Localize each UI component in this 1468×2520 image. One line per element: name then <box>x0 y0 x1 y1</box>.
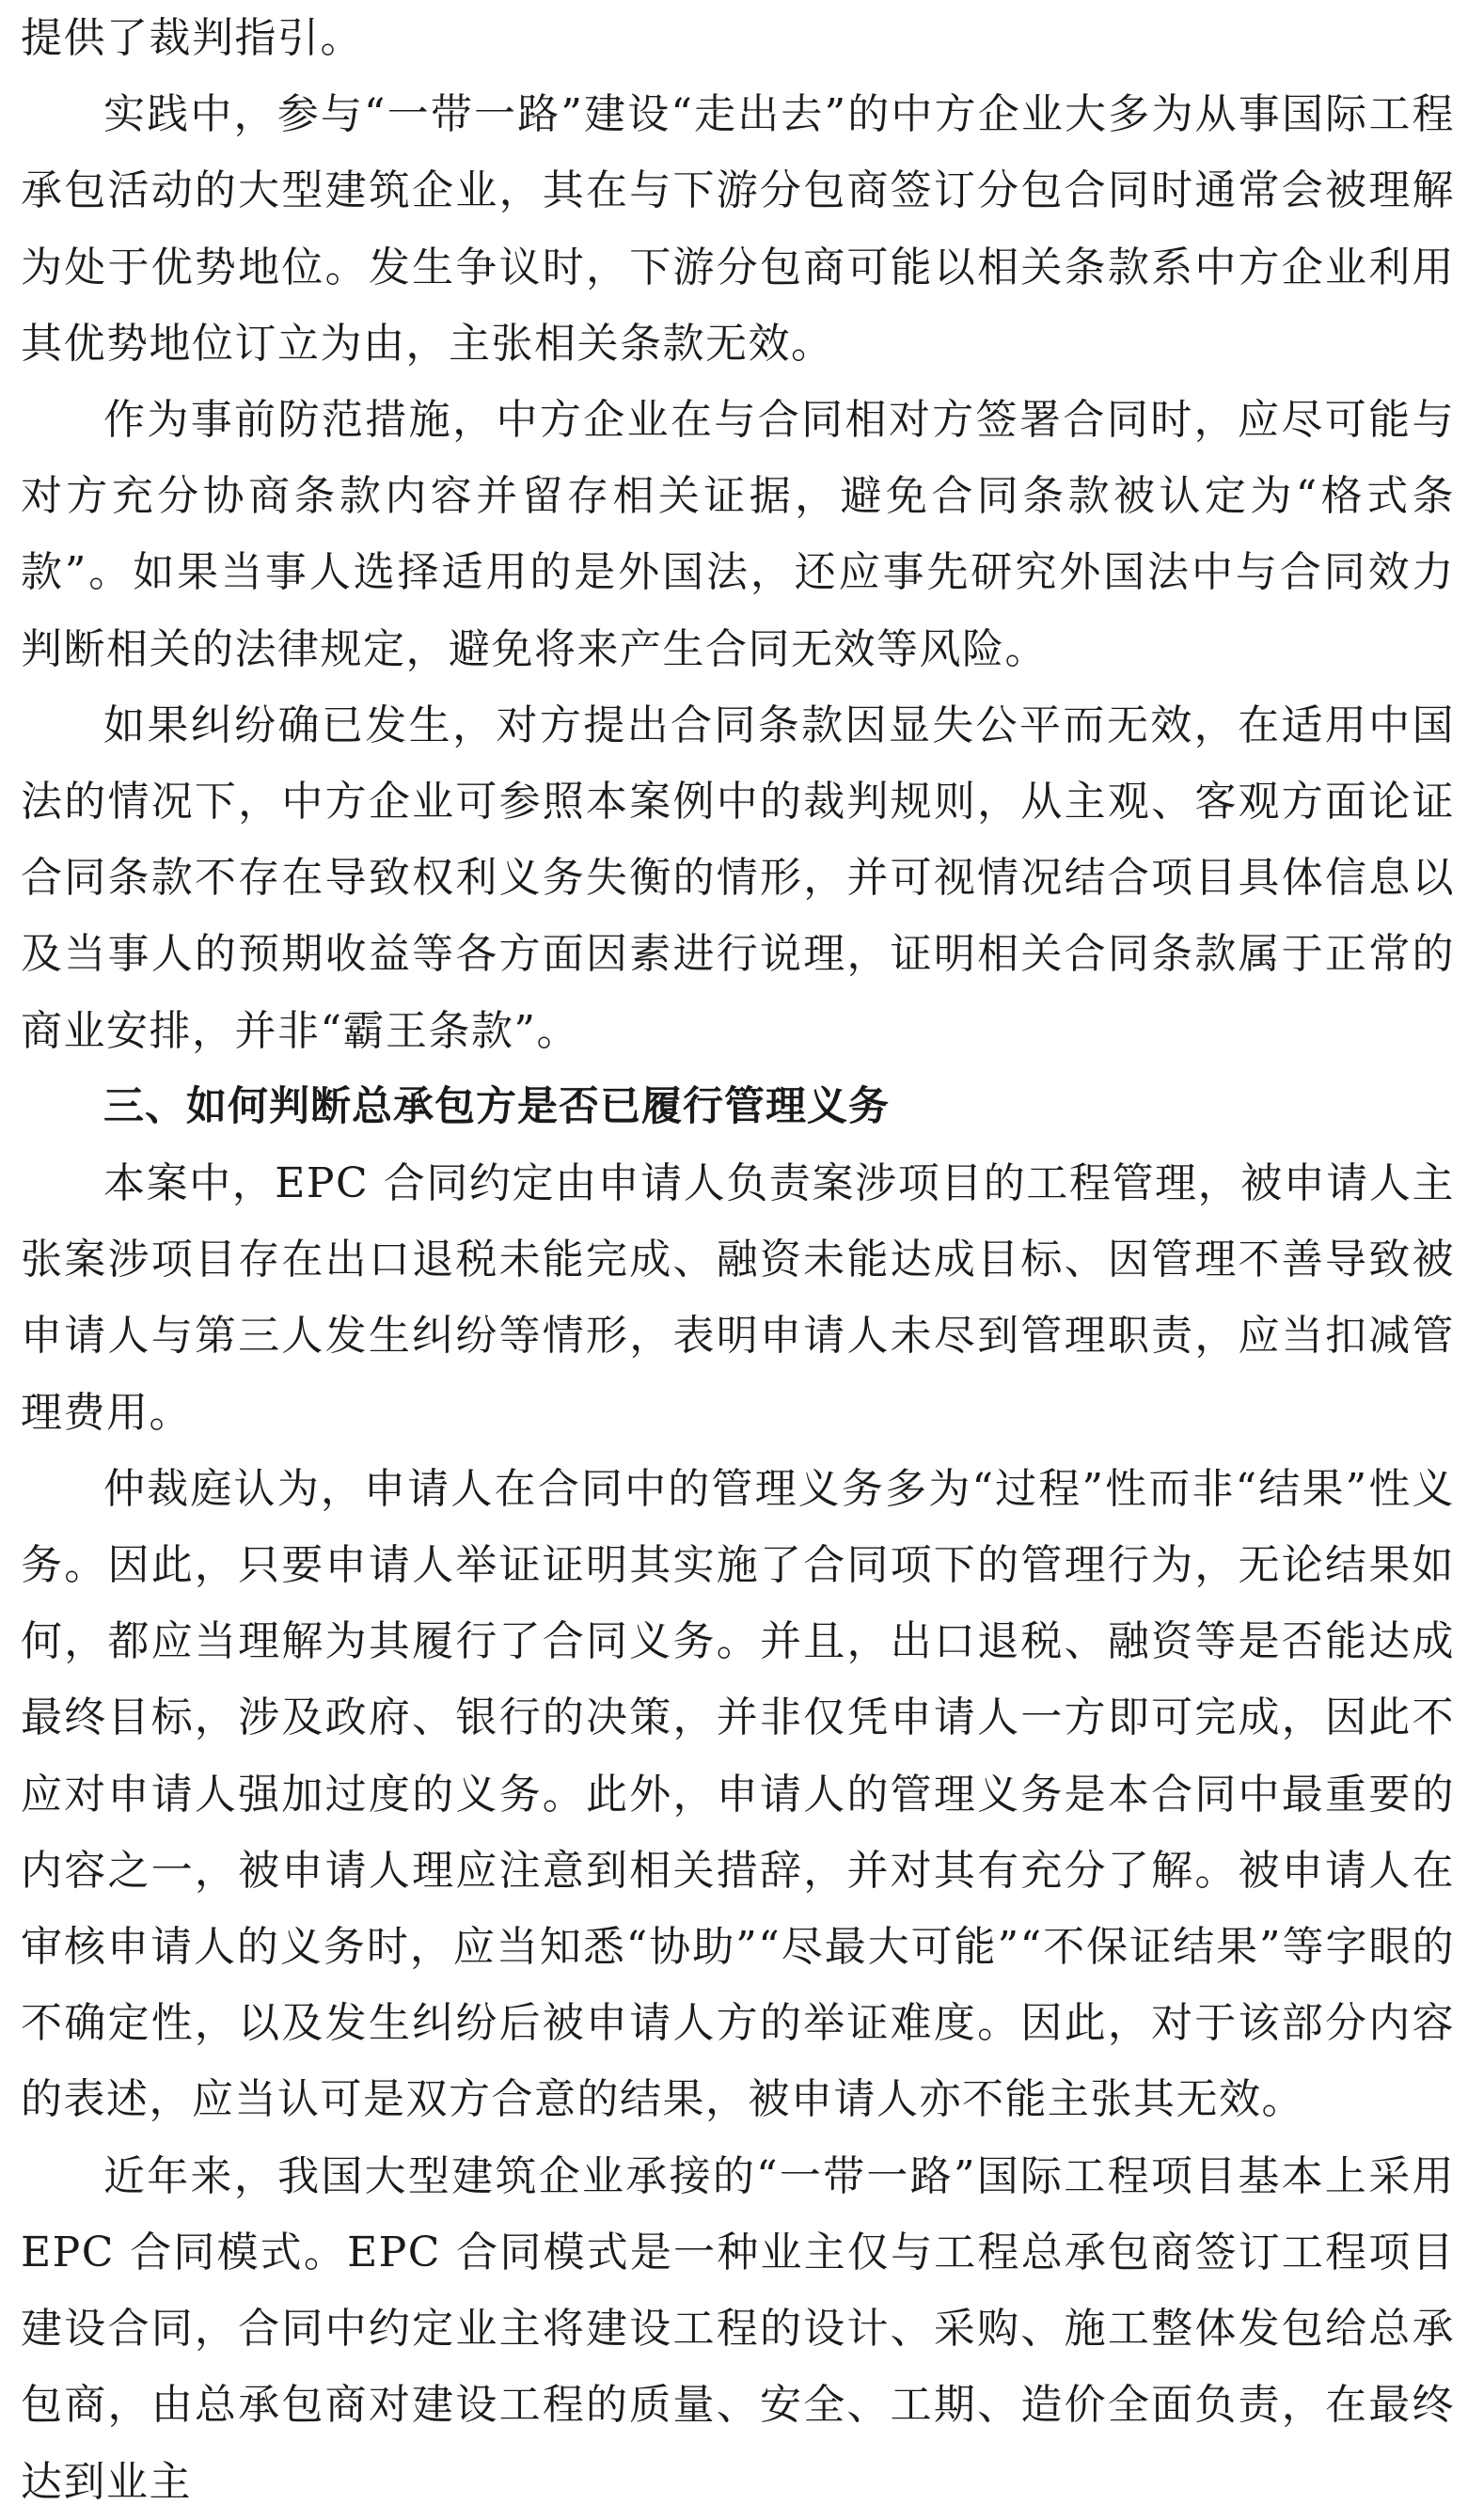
paragraph-continuation: 提供了裁判指引。 <box>21 14 363 62</box>
paragraph-dispute: 如果纠纷确已发生，对方提出合同条款因显失公平而无效，在适用中国法的情况下，中方企业可参照本案例中的裁判规则，从主观、客观方面论证合同条款不存在导致权利义务失衡的情形，并可视情况结合项目具体信息以及当事人的预期收益等各方面因素进行说理，证明相关合同条款属于正常的商业安排，并非“霸王条款”。 <box>21 701 1455 1055</box>
paragraph-practice: 实践中，参与“一带一路”建设“走出去”的中方企业大多为从事国际工程承包活动的大型建筑企业，其在与下游分包商签订分包合同时通常会被理解为处于优势地位。发生争议时，下游分包商可能以相关条款系中方企业利用其优势地位订立为由，主张相关条款无效。 <box>21 90 1455 368</box>
paragraph-case: 本案中，EPC 合同约定由申请人负责案涉项目的工程管理，被申请人主张案涉项目存在出口退税未能完成、融资未能达成目标、因管理不善导致被申请人与第三人发生纠纷等情形，表明申请人未尽到管理职责，应当扣减管理费用。 <box>21 1159 1455 1437</box>
section-heading: 三、如何判断总承包方是否已履行管理义务 <box>103 1082 890 1130</box>
paragraph-epc: 近年来，我国大型建筑企业承接的“一带一路”国际工程项目基本上采用EPC 合同模式。EPC 合同模式是一种业主仅与工程总承包商签订工程项目建设合同，合同中约定业主将建设工程的设计、采购、施工整体发包给总承包商，由总承包商对建设工程的质量、安全、工期、造价全面负责，在最终达到业主 <box>21 2151 1455 2506</box>
document-page <box>21 0 1455 2520</box>
paragraph-prevention: 作为事前防范措施，中方企业在与合同相对方签署合同时，应尽可能与对方充分协商条款内容并留存相关证据，避免合同条款被认定为“格式条款”。如果当事人选择适用的是外国法，还应事先研究外国法中与合同效力判断相关的法律规定，避免将来产生合同无效等风险。 <box>21 396 1455 673</box>
paragraph-tribunal: 仲裁庭认为，申请人在合同中的管理义务多为“过程”性而非“结果”性义务。因此，只要申请人举证证明其实施了合同项下的管理行为，无论结果如何，都应当理解为其履行了合同义务。并且，出口退税、融资等是否能达成最终目标，涉及政府、银行的决策，并非仅凭申请人一方即可完成，因此不应对申请人强加过度的义务。此外，申请人的管理义务是本合同中最重要的内容之一，被申请人理应注意到相关措辞，并对其有充分了解。被申请人在审核申请人的义务时，应当知悉“协助”“尽最大可能”“不保证结果”等字眼的不确定性，以及发生纠纷后被申请人方的举证难度。因此，对于该部分内容的表述，应当认可是双方合意的结果，被申请人亦不能主张其无效。 <box>21 1464 1455 2124</box>
